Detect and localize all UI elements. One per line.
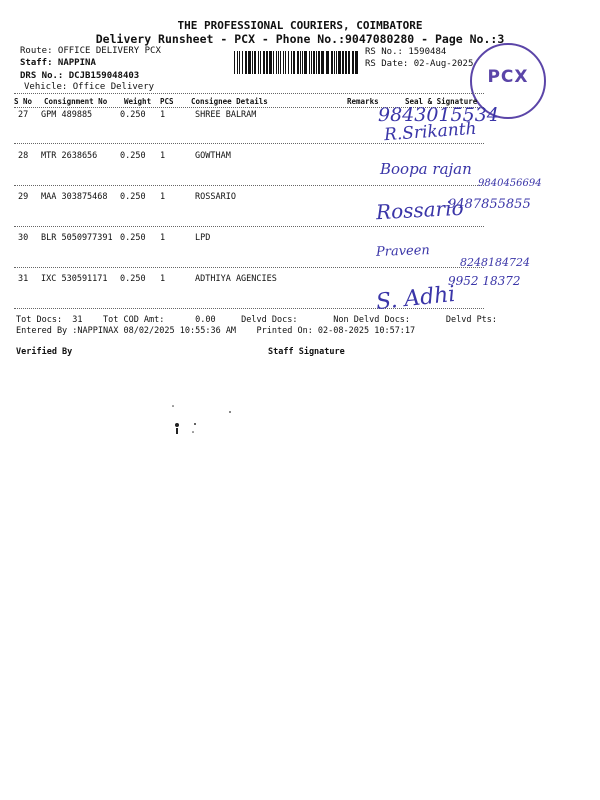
cell-pcs: 1: [160, 233, 166, 243]
cell-sno: 28: [18, 151, 29, 161]
cell-pcs: 1: [160, 151, 166, 161]
verified-by-label: Verified By: [16, 347, 73, 357]
handwritten-phone-29: 9487855855: [448, 197, 531, 212]
staff-text: Staff: NAPPINA: [20, 58, 96, 68]
company-title: THE PROFESSIONAL COURIERS, COIMBATORE: [177, 19, 423, 32]
cell-consignee: LPD: [195, 233, 211, 243]
cell-sno: 31: [18, 274, 29, 284]
cell-consignment: IXC 530591171: [41, 274, 108, 284]
row-divider: [14, 185, 484, 186]
staff-signature-label: Staff Signature: [268, 347, 345, 357]
cell-weight: 0.250: [120, 233, 146, 243]
vehicle-text: Vehicle: Office Delivery: [24, 82, 155, 92]
cell-sno: 27: [18, 110, 29, 120]
entered-by-line: Entered By :NAPPINAX 08/02/2025 10:55:36 AM Printed On: 02-08-2025 10:57:17: [16, 326, 416, 336]
totals-line: Tot Docs: 31 Tot COD Amt: 0.00 Delvd Docs: Non Delvd Docs: Delvd Pts:: [16, 315, 498, 325]
cell-consignee: ROSSARIO: [195, 192, 236, 202]
cell-pcs: 1: [160, 274, 166, 284]
col-sno: S No: [14, 97, 33, 106]
cell-pcs: 1: [160, 110, 166, 120]
handwritten-phone-28: 9840456694: [478, 178, 542, 189]
cell-sno: 30: [18, 233, 29, 243]
header-rule-top: [14, 93, 484, 94]
row-divider: [14, 226, 484, 227]
handwritten-phone-30: 8248184724: [460, 256, 530, 269]
col-remarks: Remarks: [347, 97, 379, 106]
cell-weight: 0.250: [120, 192, 146, 202]
rs-date-text: RS Date: 02-Aug-2025: [365, 59, 474, 69]
cell-consignment: GPM 489885: [41, 110, 93, 120]
cell-consignment: BLR 5050977391: [41, 233, 113, 243]
cell-consignment: MAA 303875468: [41, 192, 108, 202]
barcode: [234, 51, 358, 74]
cell-consignee: ADTHIYA AGENCIES: [195, 274, 277, 284]
cell-consignee: SHREE BALRAM: [195, 110, 257, 120]
stamp-text: PCX: [487, 67, 529, 87]
route-text: Route: OFFICE DELIVERY PCX: [20, 46, 161, 56]
col-pcs: PCS: [160, 97, 174, 106]
cell-weight: 0.250: [120, 110, 146, 120]
cell-weight: 0.250: [120, 274, 146, 284]
cell-consignment: MTR 2638656: [41, 151, 98, 161]
row-divider: [14, 267, 484, 268]
runsheet-title: Delivery Runsheet - PCX - Phone No.:9047080280 - Page No.:3: [95, 32, 505, 46]
col-consignee: Consignee Details: [191, 97, 268, 106]
handwritten-phone-31: 9952 18372: [448, 274, 521, 288]
handwritten-signature-29: Rossario: [375, 195, 465, 225]
rs-no-text: RS No.: 1590484: [365, 47, 447, 57]
col-consignment: Consignment No: [44, 97, 108, 106]
col-seal-signature: Seal & Signature: [405, 97, 478, 106]
handwritten-signature-30: Praveen: [375, 243, 431, 260]
scan-specks: [160, 400, 250, 440]
handwritten-name-28: Boopa rajan: [380, 160, 472, 178]
col-weight: Weight: [124, 97, 152, 106]
handwritten-signature-31: S. Adhi: [374, 281, 457, 316]
drs-text: DRS No.: DCJB159048403: [20, 71, 140, 81]
cell-pcs: 1: [160, 192, 166, 202]
cell-consignee: GOWTHAM: [195, 151, 231, 161]
cell-sno: 29: [18, 192, 29, 202]
cell-weight: 0.250: [120, 151, 146, 161]
handwritten-phone-27: 9843015534: [378, 104, 499, 126]
handwritten-signature-27: R.Srikanth: [383, 118, 478, 146]
